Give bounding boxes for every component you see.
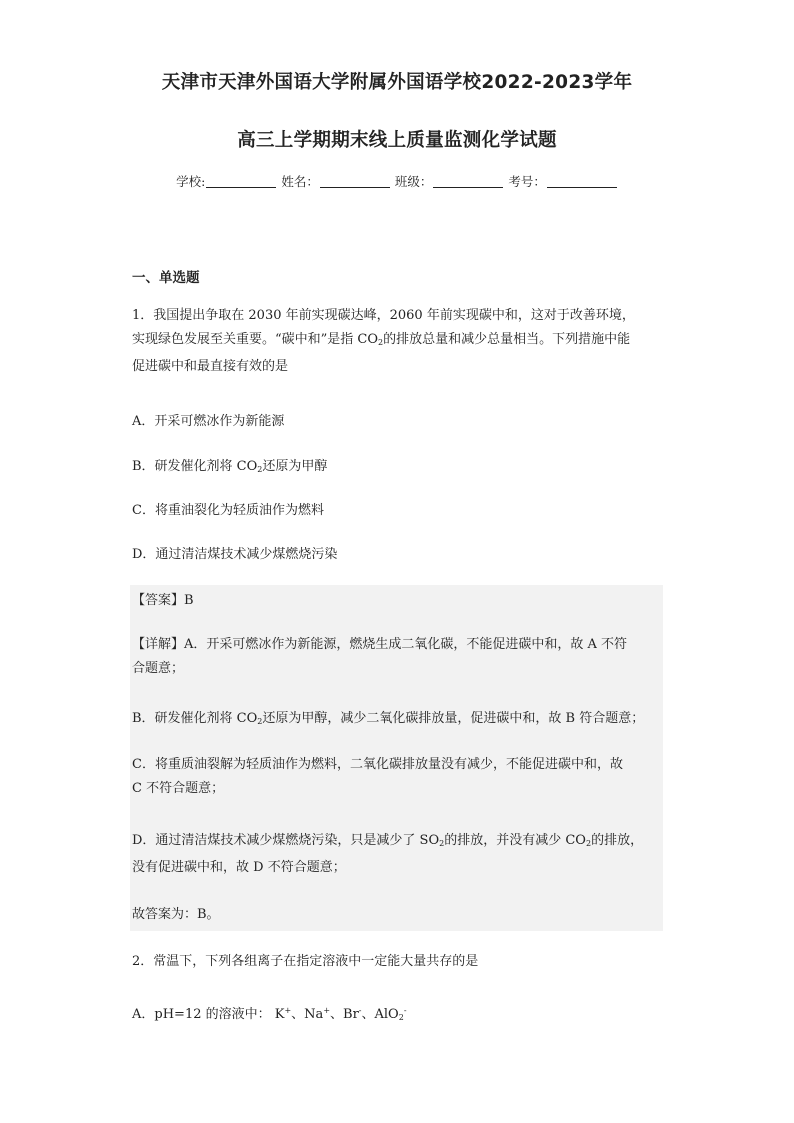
student-info-row (0, 172, 794, 190)
school-blank (206, 175, 276, 188)
class-blank (433, 175, 503, 188)
section-heading: 一、单选题 (132, 270, 200, 286)
question-1-detail-b: B．研发催化剂将 $CO_2$还原为甲醇，减少二氧化碳排放量，促进碳中和，故 B 符合题意； (132, 711, 645, 726)
question-1-option-b: B．研发催化剂将 $CO_2$还原为甲醇 (132, 459, 328, 474)
school-label: 学校: (176, 174, 206, 189)
question-1-option-c: C．将重油裂化为轻质油作为燃料 (132, 503, 324, 518)
document-title-line2: 高三上学期期末线上质量监测化学试题 (237, 130, 557, 151)
exam-number-blank (547, 175, 617, 188)
question-1-detail-a: 【详解】A．开采可燃冰作为新能源，燃烧生成二氧化碳，不能促进碳中和，故 A 不符 合题意； (132, 637, 628, 676)
exam-number-label: 考号： (508, 174, 546, 189)
question-2-option-a: A．pH=12 的溶液中： K+、Na+、Br-、AlO$_2$- (132, 1006, 407, 1022)
question-1-stem: 1．我国提出争取在 2030 年前实现碳达峰，2060 年前实现碳中和，这对于改善环境， 实现绿色发展至关重要。“碳中和”是指 $CO_2$的排放总量和减少总量相当。下列措施中能 促进碳中和最直接有效的是 (132, 308, 635, 374)
question-1-detail-c: C．将重质油裂解为轻质油作为燃料，二氧化碳排放量没有减少，不能促进碳中和，故 C 不符合题意； (132, 757, 623, 796)
question-1-answer: 【答案】B (132, 593, 194, 608)
question-1-option-a: A．开采可燃冰作为新能源 (132, 414, 285, 429)
document-title-line1: 天津市天津外国语大学附属外国语学校2022-2023学年 (161, 72, 633, 93)
class-label: 班级： (394, 174, 433, 189)
question-1-option-d: D．通过清洁煤技术减少煤燃烧污染 (132, 547, 338, 562)
question-1-detail-d: D．通过清洁煤技术减少煤燃烧污染，只是减少了 $SO_2$的排放，并没有减少 $CO_2$的排放， 没有促进碳中和，故 D 不符合题意； (132, 833, 644, 875)
name-blank (320, 175, 390, 188)
name-label: 姓名： (281, 174, 319, 189)
question-2-stem: 2．常温下，下列各组离子在指定溶液中一定能大量共存的是 (132, 954, 479, 969)
question-1-conclusion: 故答案为：B。 (132, 907, 220, 922)
